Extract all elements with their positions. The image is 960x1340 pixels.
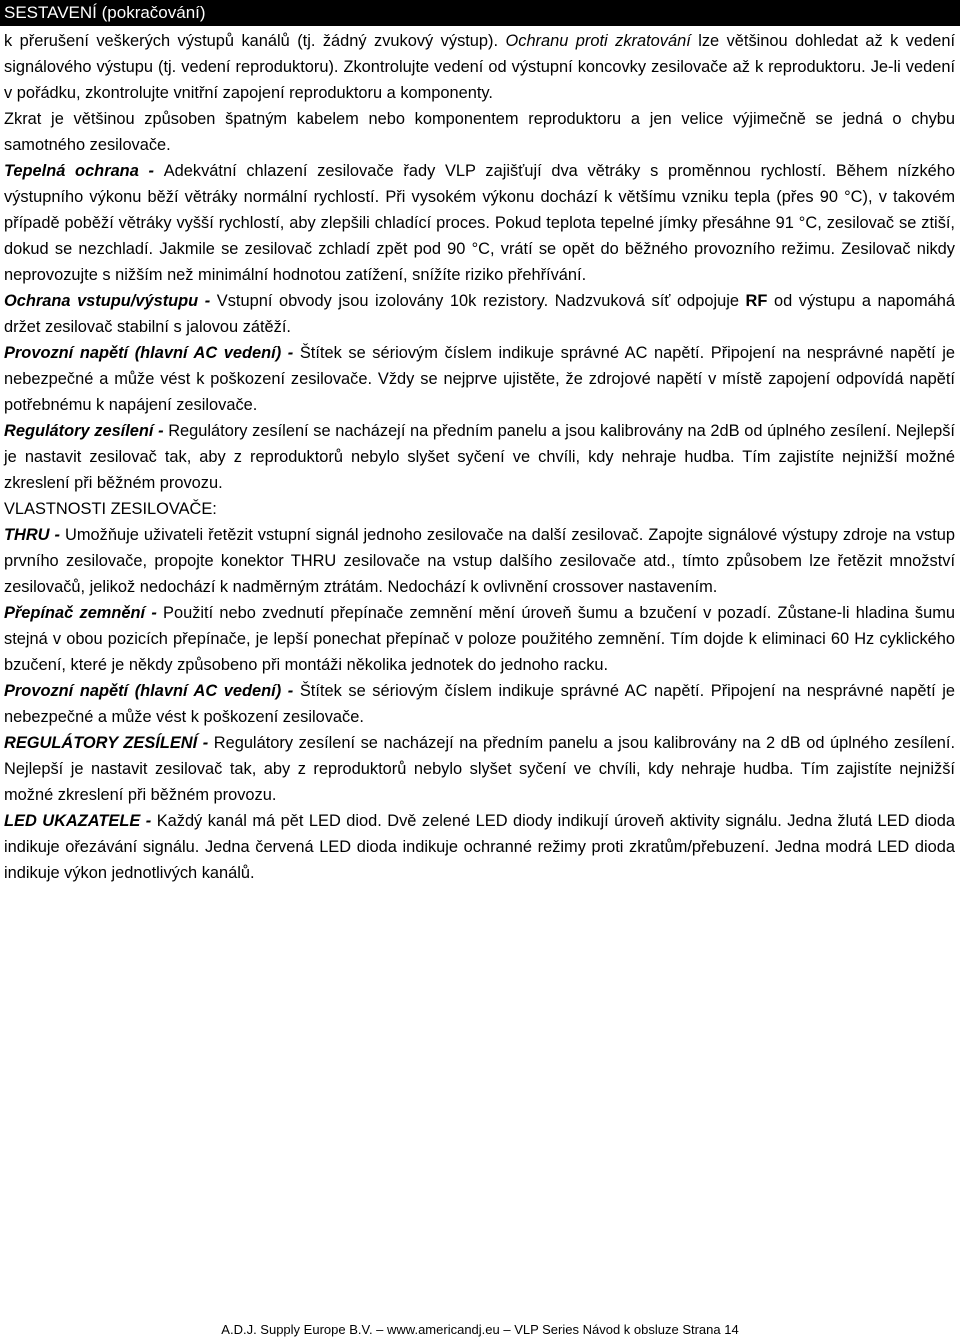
- paragraph-text: Adekvátní chlazení zesilovače řady VLP zajišťují dva větráky s proměnnou rychlostí. Během nízkého výstupního výkonu běží větráky normální rychlostí. Při vysokém výkonu dochází k většímu vzniku tepla (přes 90 °C), v takovém případě poběží větráky vyšší rychlostí, aby zlepšili chladící proces. Pokud teplota tepelné jímky přesáhne 91 °C, zesilovač se ztiší, dokud se nezchladí. Jakmile se zesilovač zchladí zpět pod 90 °C, vrátí se opět do běžného provozního režimu. Zesilovač nikdy neprovozujte s nižším než minimální hodnotou zatížení, snížíte riziko přehřívání.: [4, 162, 955, 284]
- paragraph-text: Štítek se sériovým číslem indikuje správné AC napětí. Připojení na nesprávné napětí je nebezpečné a může vést k poškození zesilovače. Vždy se nejprve ujistěte, že zdrojové napětí v místě zapojení odpovídá napětí potřebnému k napájení zesilovače.: [4, 344, 956, 414]
- paragraph-operating-voltage: [4, 340, 955, 418]
- term-rf: RF: [745, 292, 768, 310]
- term-gain-2: REGULÁTORY ZESÍLENÍ -: [4, 734, 214, 752]
- paragraph-text: Použití nebo zvednutí přepínače zemnění mění úroveň šumu a bzučení v pozadí. Zůstane-li hladina šumu stejná v obou pozicích přepínače, je lepší ponechat přepínač v poloze použitého zemnění. Tím dojde k eliminaci 60 Hz cyklického bzučení, které je někdy způsobeno při montáži několika jednotek do jednoho racku.: [4, 604, 955, 674]
- term-led: LED UKAZATELE -: [4, 812, 157, 830]
- paragraph-protection-shutdown: [4, 28, 955, 106]
- document-body: [4, 28, 955, 886]
- paragraph-thermal-protection: [4, 158, 955, 288]
- footer-text: A.D.J. Supply Europe B.V. – www.americandj.eu – VLP Series Návod k obsluze Strana 14: [221, 1322, 739, 1337]
- term-thru: THRU -: [4, 526, 66, 544]
- page-header: [0, 0, 960, 26]
- paragraph-text: Regulátory zesílení se nacházejí na předním panelu a jsou kalibrovány na 2dB od úplného zesílení. Nejlepší je nastavit zesilovač tak, aby z reproduktorů nebylo slyšet syčení ve chvíli, kdy nehraje hudba. Tím zajistíte nejnižší možné zkreslení při běžném provozu.: [4, 422, 955, 492]
- paragraph-text: Umožňuje uživateli řetězit vstupní signál jednoho zesilovače na další zesilovač. Zapojte signálové výstupy zdroje na vstup prvního zesilovače, propojte konektor THRU zesilovače na vstup dalšího zesilovače atd., tímto způsobem lze řetězit množství zesilovačů, jelikož nedochází k nadměrným ztrátám. Nedochází k ovlivnění crossover nastavením.: [4, 526, 955, 596]
- paragraph-thru: [4, 522, 955, 600]
- paragraph-short-cause: Zkrat je většinou způsoben špatným kabelem nebo komponentem reproduktoru a jen velice výjimečně se jedná o chybu samotného zesilovače.: [4, 110, 955, 154]
- header-title: SESTAVENÍ (pokračování): [4, 3, 206, 22]
- paragraph-text: lze většinou dohledat až k vedení signálového výstupu (tj. vedení reproduktoru). Zkontrolujte vedení od výstupní koncovky zesilovače až k reproduktoru. Je-li vedení v pořádku, zkontrolujte vnitřní zapojení reproduktoru a komponenty.: [4, 32, 955, 102]
- paragraph-text: od výstupu a napomáhá držet zesilovač stabilní s jalovou zátěží.: [4, 292, 955, 336]
- paragraph-operating-voltage-2: [4, 678, 955, 730]
- paragraph-led-indicators: [4, 808, 955, 886]
- term-voltage-2: Provozní napětí (hlavní AC vedení) -: [4, 682, 300, 700]
- paragraph-text: Štítek se sériovým číslem indikuje správné AC napětí. Připojení na nesprávné napětí je nebezpečné a může vést k poškození zesilovače.: [4, 682, 956, 726]
- term-gain: Regulátory zesílení -: [4, 422, 169, 440]
- paragraph-text: Regulátory zesílení se nacházejí na předním panelu a jsou kalibrovány na 2 dB od úplného zesílení. Nejlepší je nastavit zesilovač tak, aby z reproduktorů nebylo slyšet syčení ve chvíli, kdy nehraje hudba. Tím zajistíte nejnižší možné zkreslení při běžném provozu.: [4, 734, 955, 804]
- paragraph-gain-controls: [4, 418, 955, 496]
- paragraph-text: Vstupní obvody jsou izolovány 10k rezistory. Nadzvuková síť odpojuje: [216, 292, 746, 310]
- term-short-circuit: Ochranu proti zkratování: [505, 32, 691, 50]
- term-voltage: Provozní napětí (hlavní AC vedení) -: [4, 344, 300, 362]
- section-title-features: VLASTNOSTI ZESILOVAČE:: [4, 500, 217, 518]
- paragraph-gain-controls-2: [4, 730, 955, 808]
- paragraph-io-protection: [4, 288, 955, 340]
- term-thermal: Tepelná ochrana -: [4, 162, 164, 180]
- term-io: Ochrana vstupu/výstupu -: [4, 292, 217, 310]
- paragraph-text: k přerušení veškerých výstupů kanálů (tj. žádný zvukový výstup).: [4, 32, 506, 50]
- page-footer: [0, 1321, 960, 1339]
- paragraph-text: Každý kanál má pět LED diod. Dvě zelené LED diody indikují úroveň aktivity signálu. Jedna žlutá LED dioda indikuje ořezávání signálu. Jedna červená LED dioda indikuje ochranné režimy proti zkratům/přebuzení. Jedna modrá LED dioda indikuje výkon jednotlivých kanálů.: [4, 812, 955, 882]
- term-ground: Přepínač zemnění -: [4, 604, 164, 622]
- paragraph-ground-switch: [4, 600, 955, 678]
